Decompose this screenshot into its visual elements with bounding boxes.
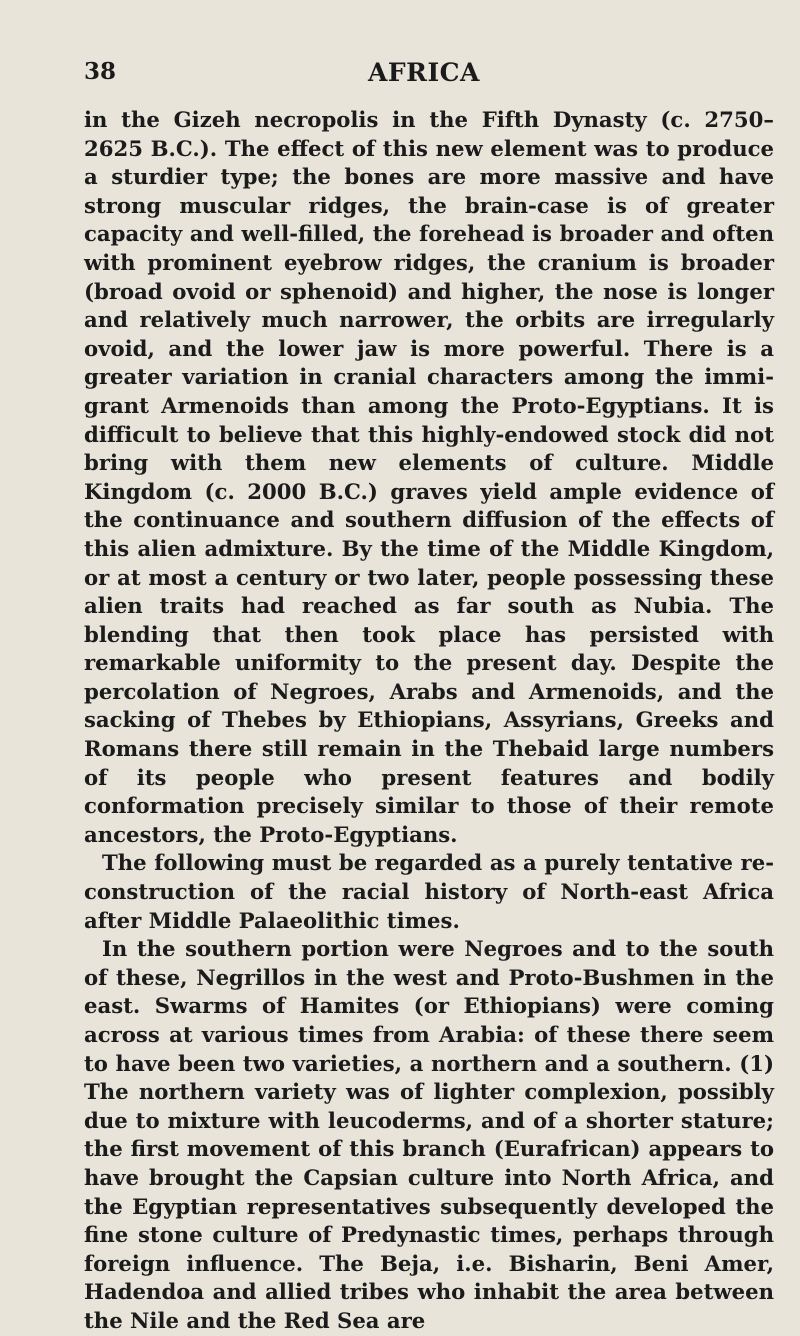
body-text [84, 106, 774, 1336]
page-number: 38 [84, 58, 117, 85]
paragraph-southern-portion: In the southern portion were Negroes and to the south of these, Negrillos in the west and Proto-Bushmen in the east. Swarms of Hamites (or Ethiopians) were coming across at various times from Arabia: of these there seem to have been two varieties, a northern and a southern. (1) The northern variety was of lighter complexion, possibly due to mixture with leucoderms, and of a shorter stature; the first movement of this branch (Eurafrican) appears to have brought the Capsian culture into North Africa, and the Egyptian representatives subsequently developed the fine stone culture of Predynastic times, perhaps through foreign influence. The Beja, i.e. Bisharin, Beni Amer, Hadendoa and allied tribes who inhabit the area between the Nile and the Red Sea are [84, 936, 774, 1333]
page-header [84, 58, 764, 98]
running-head: AFRICA [368, 58, 480, 87]
paragraph-tentative-reconstruction: The following must be regarded as a purely tentative reconstruction of the racial history of North-east Africa after Middle Palaeolithic times. [84, 850, 774, 933]
paragraph-continuation: in the Gizeh necropolis in the Fifth Dynasty (c. 2750–2625 B.C.). The effect of this new element was to produce a sturdier type; the bones are more massive and have strong muscular ridges, the brain-case is of greater capacity and well-filled, the forehead is broader and often with prominent eyebrow ridges, the cranium is broader (broad ovoid or sphenoid) and higher, the nose is longer and relatively much narrower, the orbits are irregularly ovoid, and the lower jaw is more powerful. There is a greater variation in cranial characters among the immigrant Armenoids than among the Proto-Egyptians. It is difficult to believe that this highly-endowed stock did not bring with them new elements of culture. Middle Kingdom (c. 2000 B.C.) graves yield ample evidence of the continuance and southern diffusion of the effects of this alien admixture. By the time of the Middle Kingdom, or at most a century or two later, people possessing these alien traits had reached as far south as Nubia. The blending that then took place has persisted with remarkable uniformity to the present day. Despite the percolation of Negroes, Arabs and Armenoids, and the sacking of Thebes by Ethiopians, Assyrians, Greeks and Romans there still remain in the Thebaid large numbers of its people who present features and bodily conformation precisely similar to those of their remote ancestors, the Proto-Egyptians. [84, 107, 774, 847]
